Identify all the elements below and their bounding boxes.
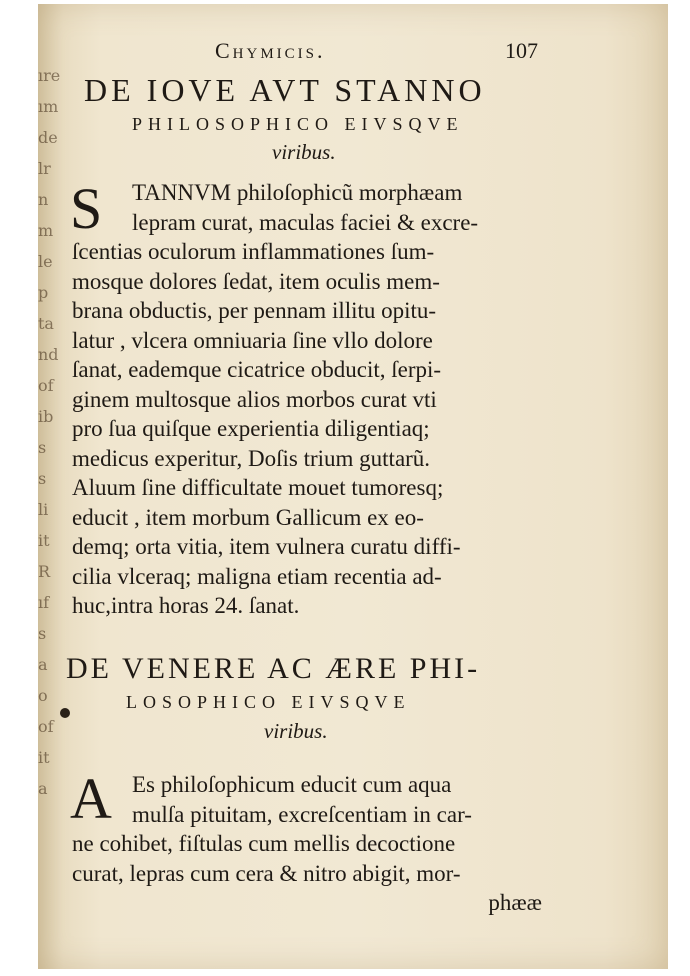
- section2-subtitle: LOSOPHICO EIVSQVE: [126, 692, 411, 712]
- text-line: brana obductis, per pennam illitu opitu-: [72, 298, 437, 323]
- page-number: 107: [505, 38, 538, 63]
- text-line: medicus experitur, Doſis trium guttarũ.: [72, 445, 431, 471]
- running-head: Chymicis.: [215, 38, 326, 63]
- text-line: ſcentias oculorum inflammationes ſum-: [72, 239, 435, 264]
- text-line: mulſa pituitam, excreſcentiam in car-: [132, 801, 472, 827]
- section1-body: [72, 178, 552, 621]
- catchword: phææ: [488, 890, 542, 915]
- text-line: lepram curat, maculas faciei & excre-: [132, 209, 479, 235]
- section1-subtitle-italic: viribus.: [272, 140, 336, 164]
- section2-title: DE VENERE AC ÆRE PHI-: [66, 652, 481, 685]
- facing-page-bleed: ıre ım de lr n m le p ta nd of ib s s li it R ıf s a o of it a: [38, 66, 61, 798]
- section1-subtitle: PHILOSOPHICO EIVSQVE: [132, 114, 464, 134]
- section2-body: [70, 766, 552, 918]
- section1-dropcap: S: [70, 176, 103, 241]
- text-line: cilia vlceraq; maligna etiam recentia ad-: [72, 563, 442, 589]
- text-line: ne cohibet, fiſtulas cum mellis decoctione: [72, 831, 456, 856]
- text-line: pro ſua quiſque experientia diligentiaq;: [72, 416, 430, 441]
- section1-title: DE IOVE AVT STANNO: [84, 72, 486, 108]
- section2-dropcap: A: [70, 766, 112, 831]
- text-line: ginem multosque alios morbos curat vti: [72, 386, 437, 412]
- text-line: latur , vlcera omniuaria ſine vllo dolore: [72, 327, 433, 353]
- text-line: ſanat, eademque cicatrice obducit, ſerpi-: [72, 357, 442, 382]
- text-line: Es philoſophicum educit cum aqua: [132, 772, 452, 797]
- ink-spot: [60, 708, 70, 718]
- text-line: huc,intra horas 24. ſanat.: [72, 593, 300, 618]
- text-line: TANNVM philoſophicũ morphæam: [132, 180, 463, 205]
- text-line: mosque dolores ſedat, item oculis mem-: [72, 268, 440, 294]
- text-line: educit , item morbum Gallicum ex eo-: [72, 504, 424, 530]
- section2-subtitle-italic: viribus.: [264, 719, 328, 743]
- text-line: demq; orta vitia, item vulnera curatu diffi-: [72, 534, 461, 559]
- text-line: Aluum ſine difficultate mouet tumoresq;: [72, 475, 444, 500]
- text-line: curat, lepras cum cera & nitro abigit, mor-: [72, 860, 461, 886]
